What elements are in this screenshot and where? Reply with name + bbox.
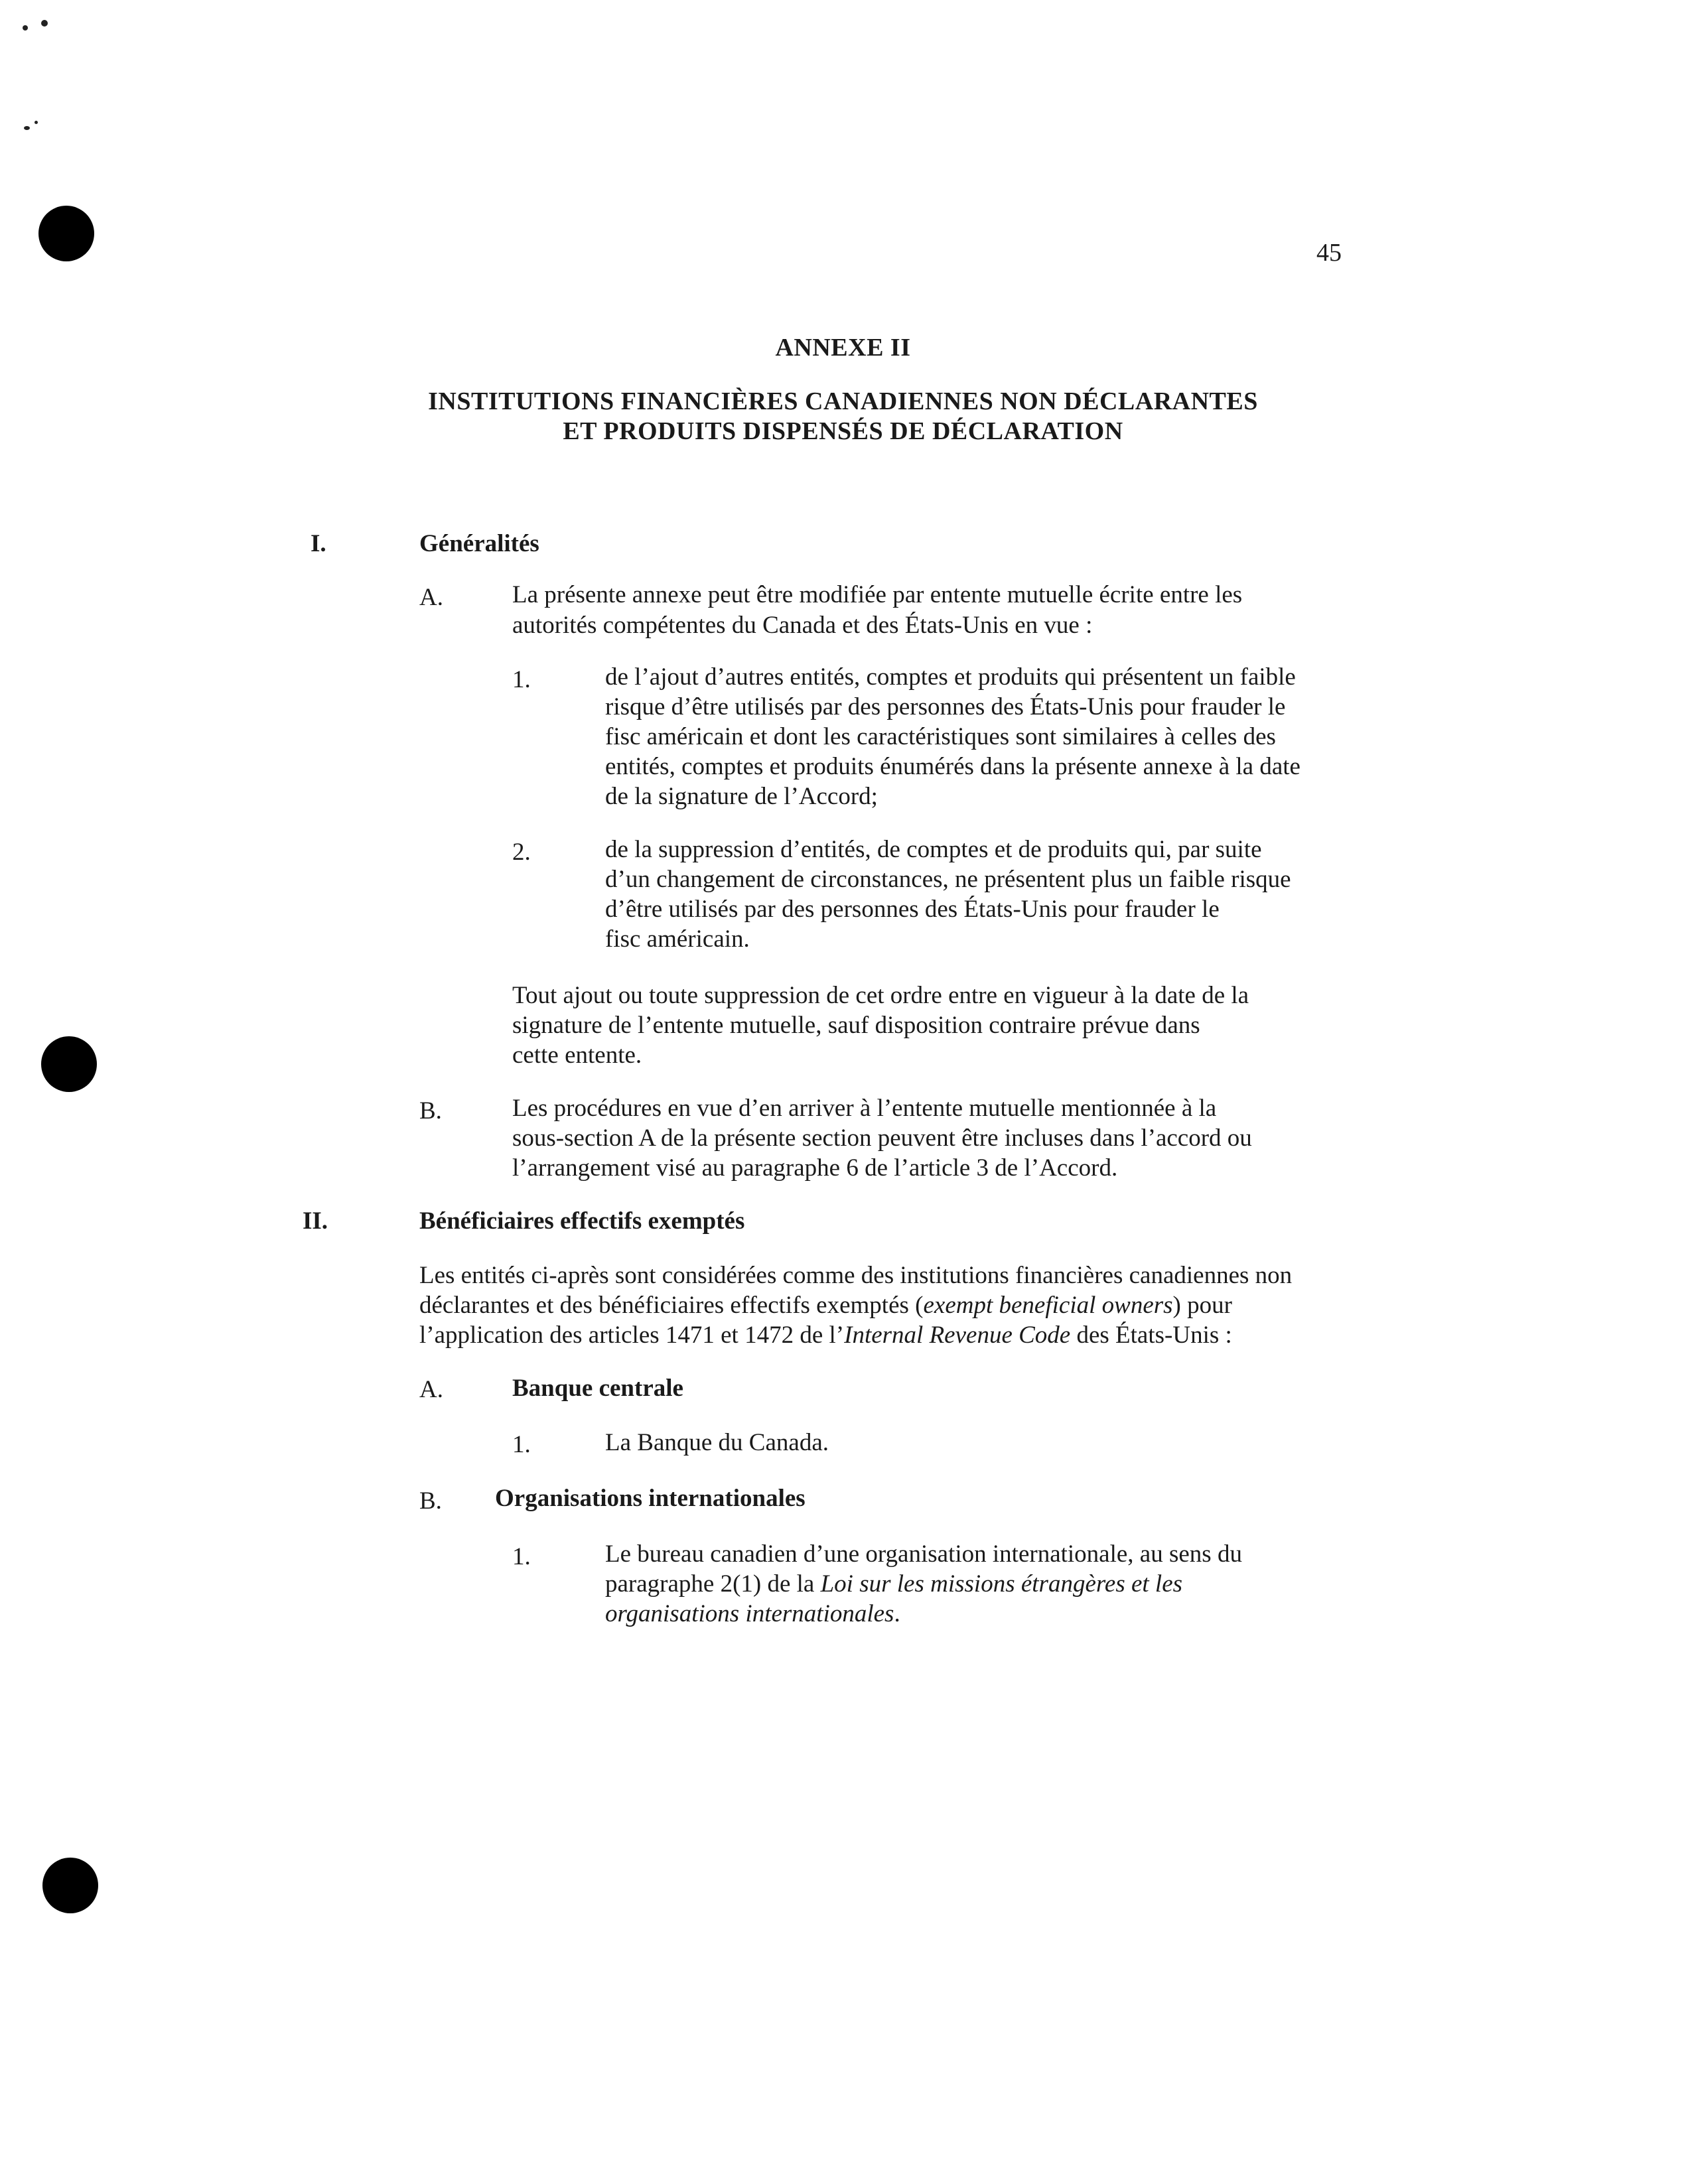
section-heading: Généralités xyxy=(419,530,539,557)
italic-term: organisations internationales xyxy=(605,1600,894,1627)
text-run: l’application des articles 1471 et 1472 de l’ xyxy=(419,1322,845,1349)
text-run: paragraphe 2(1) de la xyxy=(605,1570,821,1598)
section-number: II. xyxy=(303,1207,328,1235)
italic-term: Loi sur les missions étrangères et les xyxy=(820,1570,1183,1598)
subsection-label: B. xyxy=(419,1097,442,1125)
list-item-line: entités, comptes et produits énumérés dans la présente annexe à la date xyxy=(605,753,1300,780)
text-run: déclarantes et des bénéficiaires effectifs exemptés ( xyxy=(419,1292,924,1319)
subsection-heading: Banque centrale xyxy=(512,1375,683,1402)
list-item-line: de l’ajout d’autres entités, comptes et produits qui présentent un faible xyxy=(605,663,1296,691)
scan-speck xyxy=(41,20,48,27)
paragraph-line: autorités compétentes du Canada et des États-Unis en vue : xyxy=(512,612,1093,639)
text-run: ) pour xyxy=(1172,1292,1232,1319)
section-number: I. xyxy=(311,530,326,557)
paragraph-line xyxy=(419,1290,1232,1321)
subsection-heading: Organisations internationales xyxy=(495,1485,806,1512)
paragraph-line: Les entités ci-après sont considérées comme des institutions financières canadiennes non xyxy=(419,1262,1293,1289)
list-item-line: risque d’être utilisés par des personnes des États-Unis pour frauder le xyxy=(605,693,1286,720)
paragraph-line: sous-section A de la présente section peuvent être incluses dans l’accord ou xyxy=(512,1125,1252,1152)
text-run: . xyxy=(894,1600,900,1627)
punch-hole-top xyxy=(38,206,94,261)
paragraph-line: l’arrangement visé au paragraphe 6 de l’article 3 de l’Accord. xyxy=(512,1154,1118,1182)
page-number: 45 xyxy=(1316,239,1342,267)
section-heading: Bénéficiaires effectifs exemptés xyxy=(419,1207,745,1235)
paragraph-line: Tout ajout ou toute suppression de cet ordre entre en vigueur à la date de la xyxy=(512,982,1249,1009)
list-item-line: Le bureau canadien d’une organisation internationale, au sens du xyxy=(605,1540,1242,1568)
italic-term: exempt beneficial owners xyxy=(923,1292,1173,1319)
punch-hole-bottom xyxy=(42,1858,98,1913)
punch-hole-middle xyxy=(41,1036,97,1092)
subsection-label: B. xyxy=(419,1487,442,1515)
list-item-line xyxy=(605,1569,1182,1600)
paragraph-line: signature de l’entente mutuelle, sauf disposition contraire prévue dans xyxy=(512,1012,1200,1039)
paragraph-line: La présente annexe peut être modifiée par entente mutuelle écrite entre les xyxy=(512,581,1243,608)
list-item-line: d’être utilisés par des personnes des États-Unis pour frauder le xyxy=(605,896,1220,923)
list-item-number: 2. xyxy=(512,839,531,866)
annex-title: ANNEXE II xyxy=(775,334,911,362)
list-item-line: fisc américain. xyxy=(605,925,750,953)
list-item-line: d’un changement de circonstances, ne présentent plus un faible risque xyxy=(605,866,1291,893)
scan-speck xyxy=(23,25,28,31)
subsection-label: A. xyxy=(419,584,443,611)
paragraph-line xyxy=(419,1320,1232,1351)
list-item-line xyxy=(605,1599,900,1629)
list-item-number: 1. xyxy=(512,1543,531,1570)
text-run: des États-Unis : xyxy=(1070,1322,1232,1349)
annex-subtitle-line: ET PRODUITS DISPENSÉS DE DÉCLARATION xyxy=(563,417,1123,445)
list-item-number: 1. xyxy=(512,1431,531,1458)
list-item-line: de la signature de l’Accord; xyxy=(605,783,878,810)
list-item-line: La Banque du Canada. xyxy=(605,1429,829,1456)
scan-speck xyxy=(24,126,30,130)
paragraph-line: cette entente. xyxy=(512,1042,642,1069)
list-item-line: de la suppression d’entités, de comptes et de produits qui, par suite xyxy=(605,836,1262,863)
subsection-label: A. xyxy=(419,1376,443,1403)
list-item-line: fisc américain et dont les caractéristiques sont similaires à celles des xyxy=(605,723,1276,750)
list-item-number: 1. xyxy=(512,666,531,693)
annex-subtitle-line: INSTITUTIONS FINANCIÈRES CANADIENNES NON DÉCLARANTES xyxy=(428,387,1258,415)
scan-speck xyxy=(35,121,38,124)
paragraph-line: Les procédures en vue d’en arriver à l’entente mutuelle mentionnée à la xyxy=(512,1095,1217,1122)
italic-term: Internal Revenue Code xyxy=(844,1322,1071,1349)
